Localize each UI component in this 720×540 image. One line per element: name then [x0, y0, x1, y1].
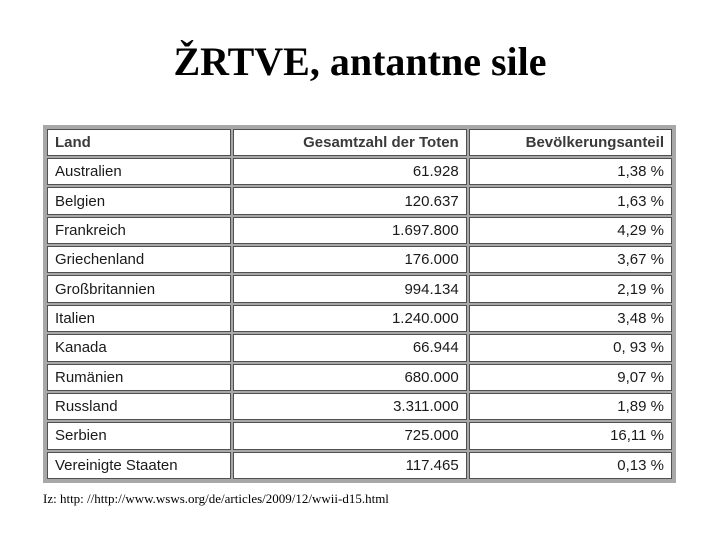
cell-deaths: 680.000	[233, 364, 467, 391]
table-row	[47, 422, 672, 449]
cell-share: 0, 93 %	[469, 334, 672, 361]
table-row	[47, 452, 672, 479]
header-total-deaths: Gesamtzahl der Toten	[233, 129, 467, 156]
source-citation: Iz: http: //http://www.wsws.org/de/articles/2009/12/wwii-d15.html	[43, 491, 389, 506]
cell-country: Australien	[47, 158, 231, 185]
table-row	[47, 364, 672, 391]
cell-country: Russland	[47, 393, 231, 420]
cell-country: Vereinigte Staaten	[47, 452, 231, 479]
table-row	[47, 187, 672, 214]
cell-deaths: 117.465	[233, 452, 467, 479]
cell-country: Rumänien	[47, 364, 231, 391]
cell-deaths: 1.240.000	[233, 305, 467, 332]
cell-deaths: 1.697.800	[233, 217, 467, 244]
casualties-table	[45, 127, 674, 481]
cell-deaths: 3.311.000	[233, 393, 467, 420]
cell-country: Italien	[47, 305, 231, 332]
cell-share: 0,13 %	[469, 452, 672, 479]
cell-share: 3,48 %	[469, 305, 672, 332]
header-population-share: Bevölkerungsanteil	[469, 129, 672, 156]
cell-country: Belgien	[47, 187, 231, 214]
cell-share: 2,19 %	[469, 275, 672, 302]
table-row	[47, 393, 672, 420]
cell-deaths: 994.134	[233, 275, 467, 302]
cell-country: Serbien	[47, 422, 231, 449]
cell-country: Griechenland	[47, 246, 231, 273]
cell-deaths: 61.928	[233, 158, 467, 185]
cell-share: 16,11 %	[469, 422, 672, 449]
header-land: Land	[47, 129, 231, 156]
table-header-row	[47, 129, 672, 156]
table-row	[47, 275, 672, 302]
table-row	[47, 305, 672, 332]
cell-country: Großbritannien	[47, 275, 231, 302]
slide-title: ŽRTVE, antantne sile	[173, 39, 547, 84]
cell-share: 4,29 %	[469, 217, 672, 244]
cell-deaths: 66.944	[233, 334, 467, 361]
table-row	[47, 334, 672, 361]
cell-share: 1,89 %	[469, 393, 672, 420]
cell-country: Frankreich	[47, 217, 231, 244]
cell-share: 1,63 %	[469, 187, 672, 214]
cell-deaths: 725.000	[233, 422, 467, 449]
table-row	[47, 217, 672, 244]
table-row	[47, 246, 672, 273]
cell-share: 9,07 %	[469, 364, 672, 391]
cell-deaths: 176.000	[233, 246, 467, 273]
cell-share: 1,38 %	[469, 158, 672, 185]
casualties-table-frame	[43, 125, 676, 483]
cell-share: 3,67 %	[469, 246, 672, 273]
table-row	[47, 158, 672, 185]
cell-deaths: 120.637	[233, 187, 467, 214]
cell-country: Kanada	[47, 334, 231, 361]
